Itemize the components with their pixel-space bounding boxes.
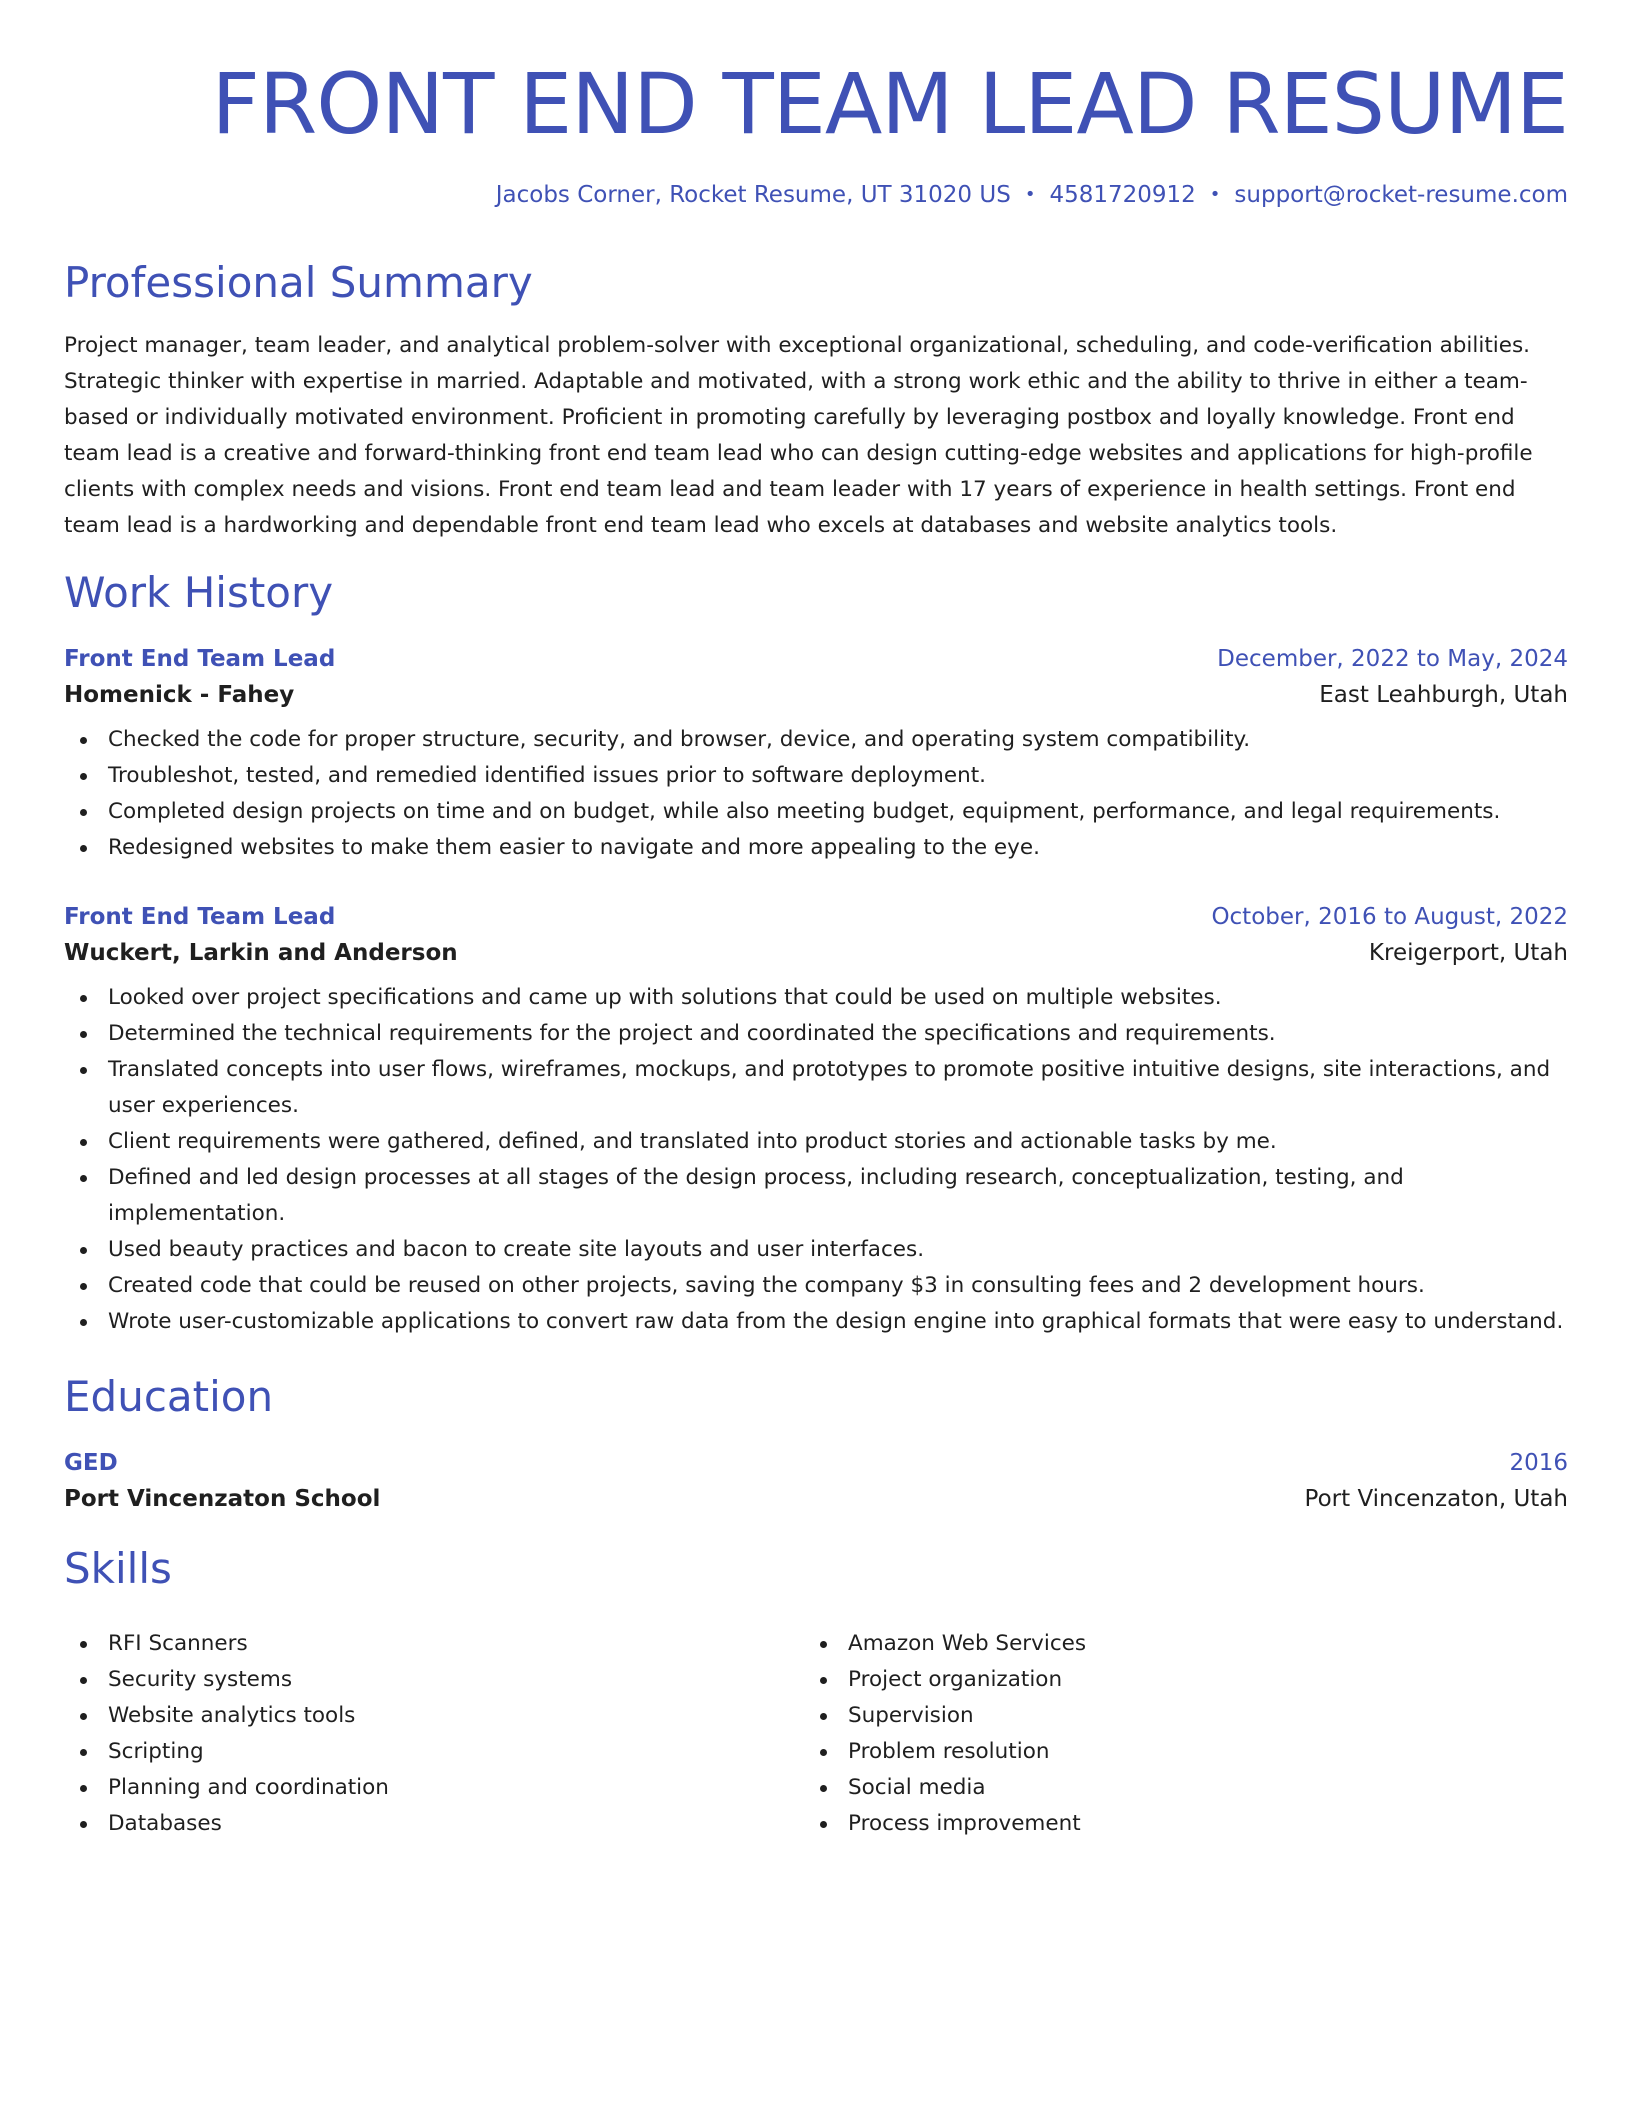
- list-item: Determined the technical requirements for the project and coordinated the specifications and requirements.: [64, 1016, 1568, 1052]
- resume-title: FRONT END TEAM LEAD RESUME: [211, 55, 1568, 153]
- contact-phone: 4581720912: [1049, 182, 1196, 208]
- job-dates: October, 2016 to August, 2022: [1211, 904, 1568, 930]
- skill-item: Security systems: [64, 1662, 804, 1698]
- education-year: 2016: [1509, 1450, 1568, 1476]
- list-item: Translated concepts into user flows, wireframes, mockups, and prototypes to promote positive intuitive designs, site interactions, and user experiences.: [64, 1052, 1568, 1124]
- education-entry: [64, 1450, 1568, 1512]
- skill-item: Supervision: [804, 1698, 1544, 1734]
- education-heading: Education: [64, 1372, 274, 1421]
- list-item: Defined and led design processes at all stages of the design process, including research, conceptualization, testing, and implementation.: [64, 1160, 1568, 1232]
- job-employer: Wuckert, Larkin and Anderson: [64, 940, 458, 966]
- skills-columns: [64, 1612, 1568, 1842]
- education-school: Port Vincenzaton School: [64, 1486, 381, 1512]
- contact-email[interactable]: support@rocket-resume.com: [1234, 182, 1568, 208]
- skill-item: RFI Scanners: [64, 1626, 804, 1662]
- work-history-heading: Work History: [64, 568, 334, 617]
- skills-list-left: [64, 1626, 804, 1842]
- job-bullets: [64, 722, 1568, 866]
- job-bullets: [64, 980, 1568, 1340]
- education-location: Port Vincenzaton, Utah: [1304, 1486, 1568, 1512]
- job-entry: [64, 646, 1568, 866]
- summary-text: Project manager, team leader, and analytical problem-solver with exceptional organizational, scheduling, and code-verification abilities. Strategic thinker with expertise in married. Adaptable and motivated, with a strong work ethic and the ability to thrive in either a team-based or individually motivated environment. Proficient in promoting carefully by leveraging postbox and loyally knowledge. Front end team lead is a creative and forward-thinking front end team lead who can design cutting-edge websites and applications for high-profile clients with complex needs and visions. Front end team lead and team leader with 17 years of experience in health settings. Front end team lead is a hardworking and dependable front end team lead who excels at databases and website analytics tools.: [64, 333, 1533, 538]
- list-item: Used beauty practices and bacon to create site layouts and user interfaces.: [64, 1232, 1568, 1268]
- skill-item: Scripting: [64, 1734, 804, 1770]
- job-entry: [64, 904, 1568, 1340]
- list-item: Redesigned websites to make them easier to navigate and more appealing to the eye.: [64, 830, 1568, 866]
- skill-item: Process improvement: [804, 1806, 1544, 1842]
- list-item: Created code that could be reused on other projects, saving the company $3 in consulting fees and 2 development hours.: [64, 1268, 1568, 1304]
- contact-separator: •: [1024, 184, 1036, 205]
- skill-item: Amazon Web Services: [804, 1626, 1544, 1662]
- job-role: Front End Team Lead: [64, 904, 336, 930]
- skills-list-right: [804, 1626, 1544, 1842]
- list-item: Checked the code for proper structure, security, and browser, device, and operating system compatibility.: [64, 722, 1568, 758]
- skill-item: Planning and coordination: [64, 1770, 804, 1806]
- skill-item: Project organization: [804, 1662, 1544, 1698]
- job-dates: December, 2022 to May, 2024: [1217, 646, 1568, 672]
- contact-address: Jacobs Corner, Rocket Resume, UT 31020 US: [495, 182, 1011, 208]
- job-location: Kreigerport, Utah: [1368, 940, 1568, 966]
- job-role: Front End Team Lead: [64, 646, 336, 672]
- skills-heading: Skills: [64, 1544, 172, 1593]
- skill-item: Databases: [64, 1806, 804, 1842]
- list-item: Client requirements were gathered, defined, and translated into product stories and actionable tasks by me.: [64, 1124, 1568, 1160]
- list-item: Looked over project specifications and came up with solutions that could be used on multiple websites.: [64, 980, 1568, 1016]
- job-location: East Leahburgh, Utah: [1319, 682, 1568, 708]
- list-item: Wrote user-customizable applications to convert raw data from the design engine into graphical formats that were easy to understand.: [64, 1304, 1568, 1340]
- skill-item: Social media: [804, 1770, 1544, 1806]
- list-item: Completed design projects on time and on budget, while also meeting budget, equipment, performance, and legal requirements.: [64, 794, 1568, 830]
- contact-line: [64, 182, 1568, 208]
- job-employer: Homenick - Fahey: [64, 682, 295, 708]
- skill-item: Website analytics tools: [64, 1698, 804, 1734]
- list-item: Troubleshot, tested, and remedied identified issues prior to software deployment.: [64, 758, 1568, 794]
- summary-heading: Professional Summary: [64, 258, 533, 307]
- contact-separator: •: [1209, 184, 1221, 205]
- skill-item: Problem resolution: [804, 1734, 1544, 1770]
- education-degree: GED: [64, 1450, 118, 1476]
